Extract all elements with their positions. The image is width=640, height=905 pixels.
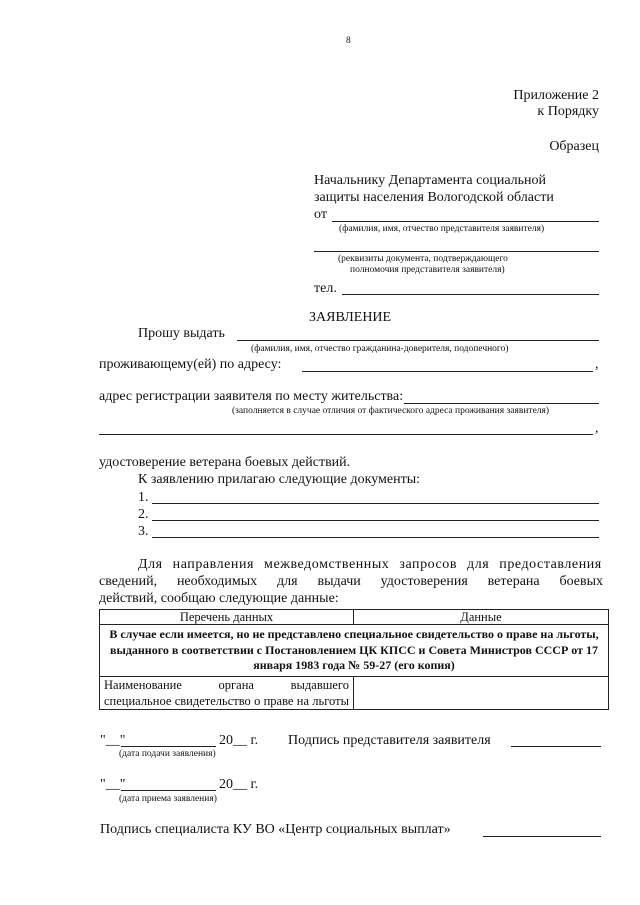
- residing-blank[interactable]: [302, 371, 593, 372]
- certificate-text: удостоверение ветерана боевых действий.: [99, 455, 351, 470]
- from-label: от: [314, 207, 327, 222]
- addressee-line-2: защиты населения Вологодской области: [314, 190, 554, 205]
- appendix-label: Приложение 2: [513, 88, 599, 103]
- attach-label: К заявлению прилагаю следующие документы:: [138, 472, 421, 487]
- accept-date-hint: (дата приема заявления): [119, 794, 217, 804]
- conditional-note: В случае если имеется, но не представлено специальное свидетельство о праве на льготы, выданного в соответствии с Постановлением ЦК КПСС и Совета Министров СССР от 17 января 1983 года № 59-27 (его копия): [100, 625, 609, 677]
- date-quote: "__": [100, 777, 126, 792]
- docs-hint-1: (реквизиты документа, подтверждающего: [338, 254, 508, 264]
- paragraph-text: Для направления межведомственных запросов для предоставления: [138, 557, 602, 572]
- paragraph-line-1: [138, 557, 603, 574]
- doc-item-blank[interactable]: [152, 520, 599, 521]
- doc-item-number: 1.: [138, 490, 149, 505]
- submit-date-hint: (дата подачи заявления): [119, 749, 216, 759]
- phone-blank[interactable]: [342, 294, 599, 295]
- row-value-field[interactable]: [354, 676, 609, 709]
- residing-comma: ,: [595, 357, 599, 372]
- date-quote: "__": [100, 733, 126, 748]
- request-blank[interactable]: [237, 340, 599, 341]
- rep-signature-blank[interactable]: [511, 746, 601, 747]
- doc-item-number: 2.: [138, 507, 149, 522]
- doc-item-blank[interactable]: [152, 537, 599, 538]
- accept-date-blank[interactable]: [121, 790, 216, 791]
- column-header: Перечень данных: [100, 610, 354, 625]
- table-row: [100, 676, 609, 709]
- doc-item-blank[interactable]: [152, 503, 599, 504]
- reg-address-label: адрес регистрации заявителя по месту жительства:: [99, 389, 404, 404]
- paragraph-line-2: сведений, необходимых для выдачи удостоверения ветерана боевых: [99, 574, 603, 589]
- column-header: Данные: [354, 610, 609, 625]
- docs-blank[interactable]: [314, 251, 599, 252]
- specialist-signature-blank[interactable]: [483, 836, 601, 837]
- sample-label: Образец: [549, 139, 599, 154]
- row-label: Наименование органа выдавшего специальное свидетельство о праве на льготы: [100, 676, 354, 709]
- document-title: ЗАЯВЛЕНИЕ: [309, 310, 392, 325]
- data-table: [99, 609, 609, 710]
- reg-address-comma: ,: [595, 421, 599, 436]
- from-blank[interactable]: [332, 221, 599, 222]
- table-header-row: [100, 610, 609, 625]
- rep-signature-label: Подпись представителя заявителя: [288, 733, 491, 748]
- reg-address-blank-2[interactable]: [99, 434, 593, 435]
- page-number: 8: [346, 36, 351, 46]
- year-label: 20__ г.: [219, 733, 259, 748]
- request-label: Прошу выдать: [138, 326, 225, 341]
- docs-hint-2: полномочия представителя заявителя): [350, 265, 505, 275]
- submit-date-blank[interactable]: [121, 746, 216, 747]
- paragraph-line-3: действий, сообщаю следующие данные:: [99, 591, 339, 606]
- phone-label: тел.: [314, 281, 337, 296]
- specialist-signature-label: Подпись специалиста КУ ВО «Центр социальных выплат»: [100, 822, 451, 837]
- residing-label: проживающему(ей) по адресу:: [99, 357, 282, 372]
- from-hint: (фамилия, имя, отчество представителя заявителя): [339, 224, 545, 234]
- year-label: 20__ г.: [219, 777, 259, 792]
- addressee-line-1: Начальнику Департамента социальной: [314, 173, 547, 188]
- reg-address-hint: (заполняется в случае отличия от фактического адреса проживания заявителя): [232, 406, 550, 416]
- reg-address-blank[interactable]: [404, 403, 599, 404]
- order-reference: к Порядку: [537, 104, 599, 119]
- request-hint: (фамилия, имя, отчество гражданина-доверителя, подопечного): [251, 344, 509, 354]
- doc-item-number: 3.: [138, 524, 149, 539]
- table-row: [100, 625, 609, 677]
